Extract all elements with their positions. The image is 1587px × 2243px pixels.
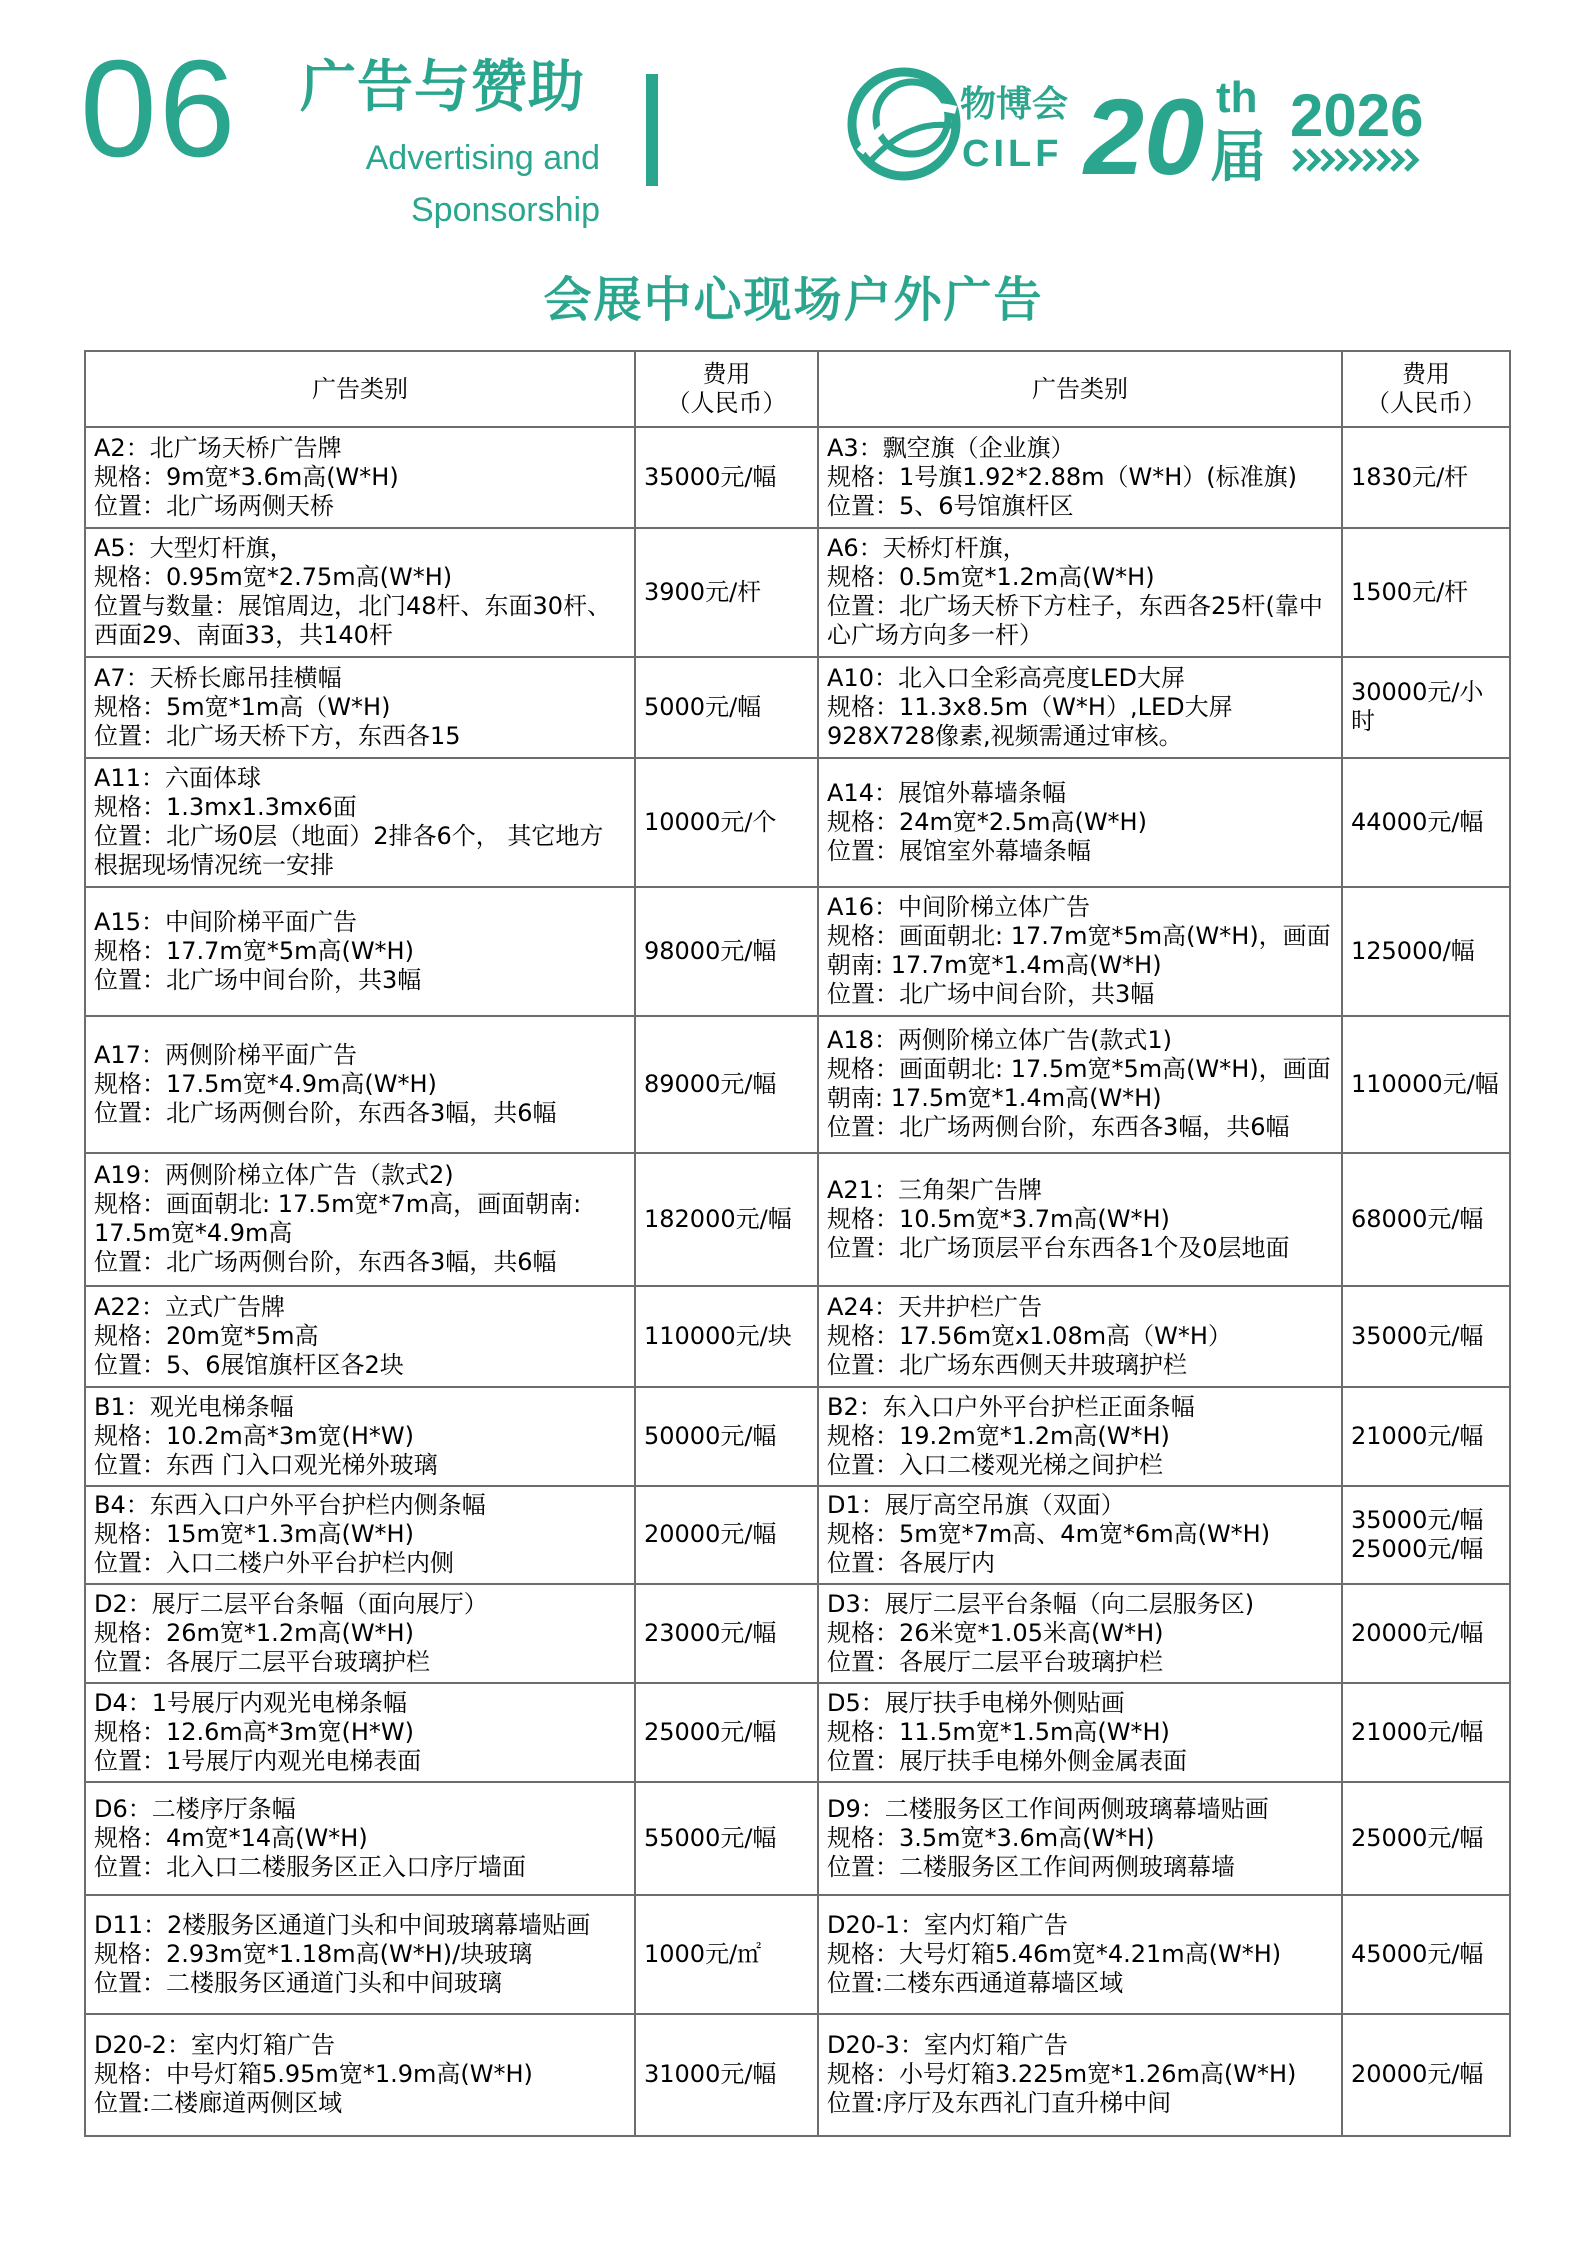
table-row (85, 1387, 1510, 1486)
ad-item-detail: 规格：15m宽*1.3m高(W*H) (94, 1520, 414, 1549)
ad-item-detail: 位置：北入口二楼服务区正入口序厅墙面 (94, 1852, 526, 1881)
ad-category-cell (85, 1584, 635, 1683)
table-row (85, 1782, 1510, 1895)
ad-item-detail: 规格：10.2m高*3m宽(H*W) (94, 1421, 414, 1450)
ad-fee-cell: 44000元/幅 (1342, 758, 1510, 887)
section-title-en-line1: Advertising and (365, 139, 600, 177)
table-row (85, 1286, 1510, 1387)
ad-item-detail: 位置：展厅扶手电梯外侧金属表面 (827, 1747, 1187, 1776)
ad-category-cell (818, 2014, 1342, 2136)
ad-item-name: A24：天井护栏广告 (827, 1292, 1042, 1321)
table-row (85, 528, 1510, 657)
ad-fee-cell: 5000元/幅 (635, 657, 818, 758)
header-fee-unit: （人民币） (1366, 389, 1486, 417)
ad-item-detail: 位置：北广场0层（地面）2排各6个， 其它地方根据现场情况统一安排 (94, 822, 604, 880)
header-fee-unit: （人民币） (666, 389, 787, 417)
ad-item-detail: 规格：画面朝北: 17.7m宽*5m高(W*H)，画面朝南: 17.7m宽*1.4m高(W*H) (827, 922, 1331, 980)
ad-item-name: A6：天桥灯杆旗， (827, 534, 1027, 563)
ad-category-cell (818, 1683, 1342, 1782)
ad-item-detail: 规格：1号旗1.92*2.88m（W*H）(标准旗) (827, 462, 1298, 491)
ad-category-cell (85, 758, 635, 887)
ad-category-cell (85, 1895, 635, 2014)
ad-item-name: D11：2楼服务区通道门头和中间玻璃幕墙贴画 (94, 1910, 591, 1939)
ad-item-detail: 位置：展馆室外幕墙条幅 (827, 836, 1091, 865)
ad-fee-cell: 1000元/㎡ (635, 1895, 818, 2014)
table-row (85, 1683, 1510, 1782)
ad-item-detail: 规格：5m宽*7m高、4m宽*6m高(W*H) (827, 1520, 1271, 1549)
ad-item-detail: 位置：北广场顶层平台东西各1个及0层地面 (827, 1233, 1290, 1262)
ad-item-name: D2：展厅二层平台条幅（面向展厅） (94, 1590, 488, 1619)
ad-fee-cell: 45000元/幅 (1342, 1895, 1510, 2014)
ad-item-detail: 规格：0.5m宽*1.2m高(W*H) (827, 563, 1155, 592)
ad-item-name: A17：两侧阶梯平面广告 (94, 1040, 357, 1069)
ad-fee-cell: 55000元/幅 (635, 1782, 818, 1895)
ad-item-detail: 规格：大号灯箱5.46m宽*4.21m高(W*H) (827, 1939, 1282, 1968)
ad-item-detail: 规格：2.93m宽*1.18m高(W*H)/块玻璃 (94, 1939, 533, 1968)
ad-fee-cell: 25000元/幅 (635, 1683, 818, 1782)
table-row (85, 1895, 1510, 2014)
ad-fee-cell: 1830元/杆 (1342, 427, 1510, 528)
ad-item-detail: 规格：11.5m宽*1.5m高(W*H) (827, 1718, 1170, 1747)
header-fee-label: 费用 (1402, 360, 1450, 388)
ad-fee-cell: 20000元/幅 (635, 1486, 818, 1585)
ad-item-detail: 位置：各展厅内 (827, 1549, 995, 1578)
ad-item-detail: 位置：东西 门入口观光梯外玻璃 (94, 1450, 438, 1479)
ad-item-name: A3：飘空旗（企业旗） (827, 433, 1075, 462)
section-title-en (300, 132, 600, 236)
ad-item-detail: 位置：北广场两侧台阶，东西各3幅，共6幅 (94, 1248, 557, 1277)
ad-item-name: D1：展厅高空吊旗（双面） (827, 1491, 1125, 1520)
ad-item-detail: 位置:序厅及东西礼门直升梯中间 (827, 2089, 1172, 2118)
ad-fee-cell: 1500元/杆 (1342, 528, 1510, 657)
ad-item-detail: 位置：北广场天桥下方，东西各15 (94, 721, 461, 750)
ad-fee-cell: 25000元/幅 (1342, 1782, 1510, 1895)
ad-fee-cell: 89000元/幅 (635, 1016, 818, 1153)
ad-fee-cell: 30000元/小时 (1342, 657, 1510, 758)
ad-item-detail: 规格：中号灯箱5.95m宽*1.9m高(W*H) (94, 2060, 533, 2089)
ad-fee-cell: 31000元/幅 (635, 2014, 818, 2136)
table-row (85, 657, 1510, 758)
edition-suffix: th (1216, 73, 1258, 122)
ad-item-detail: 位置：各展厅二层平台玻璃护栏 (827, 1648, 1163, 1677)
ad-item-detail: 位置:二楼廊道两侧区域 (94, 2089, 343, 2118)
ad-item-detail: 规格：4m宽*14高(W*H) (94, 1823, 368, 1852)
ad-item-detail: 规格：5m宽*1m高（W*H) (94, 692, 391, 721)
ad-category-cell (818, 887, 1342, 1016)
ad-item-detail: 规格：17.5m宽*4.9m高(W*H) (94, 1069, 437, 1098)
ad-item-detail: 规格：9m宽*3.6m高(W*H) (94, 462, 399, 491)
ad-item-name: D20-1：室内灯箱广告 (827, 1910, 1068, 1939)
ad-category-cell (85, 427, 635, 528)
ad-item-detail: 规格：0.95m宽*2.75m高(W*H) (94, 563, 453, 592)
ad-item-detail: 规格：小号灯箱3.225m宽*1.26m高(W*H) (827, 2060, 1297, 2089)
ad-item-name: A21：三角架广告牌 (827, 1175, 1042, 1204)
ad-item-detail: 规格：26m宽*1.2m高(W*H) (94, 1619, 414, 1648)
ad-category-cell (818, 1584, 1342, 1683)
ad-item-name: A2：北广场天桥广告牌 (94, 433, 342, 462)
ad-category-cell (818, 1895, 1342, 2014)
ad-category-cell (818, 1016, 1342, 1153)
ad-item-detail: 规格：17.56m宽x1.08m高（W*H） (827, 1321, 1232, 1350)
ad-category-cell (85, 1153, 635, 1286)
ad-item-name: D20-3：室内灯箱广告 (827, 2031, 1068, 2060)
ad-category-cell (818, 427, 1342, 528)
ad-fee-cell: 20000元/幅 (1342, 2014, 1510, 2136)
ad-category-cell (85, 1683, 635, 1782)
ad-item-name: A5：大型灯杆旗， (94, 534, 294, 563)
header-fee-left (635, 351, 818, 427)
ad-item-detail: 规格：24m宽*2.5m高(W*H) (827, 807, 1147, 836)
ad-fee-cell: 125000/幅 (1342, 887, 1510, 1016)
ad-category-cell (85, 657, 635, 758)
ad-category-cell (818, 1153, 1342, 1286)
header-fee-label: 费用 (702, 360, 751, 388)
ad-item-detail: 位置：北广场东西侧天井玻璃护栏 (827, 1350, 1187, 1379)
ad-category-cell (818, 528, 1342, 657)
cilf-logo-emblem (838, 56, 1478, 194)
ad-category-cell (818, 1387, 1342, 1486)
ad-fee-cell: 50000元/幅 (635, 1387, 818, 1486)
ad-category-cell (818, 1782, 1342, 1895)
ad-category-cell (85, 1286, 635, 1387)
edition-cn: 届 (1210, 125, 1266, 190)
ad-category-cell (818, 1486, 1342, 1585)
ad-fee-cell: 23000元/幅 (635, 1584, 818, 1683)
table-row (85, 427, 1510, 528)
ad-item-name: B4：东西入口户外平台护栏内侧条幅 (94, 1491, 486, 1520)
ad-item-detail: 位置：入口二楼观光梯之间护栏 (827, 1450, 1163, 1479)
ad-item-detail: 位置：二楼服务区通道门头和中间玻璃 (94, 1968, 502, 1997)
ad-fee-cell: 3900元/杆 (635, 528, 818, 657)
ad-item-detail: 位置:二楼东西通道幕墙区域 (827, 1968, 1124, 1997)
ad-item-detail: 规格：1.3mx1.3mx6面 (94, 793, 357, 822)
ad-item-detail: 位置：1号展厅内观光电梯表面 (94, 1747, 422, 1776)
edition-number: 20 (1084, 76, 1205, 194)
ad-fee-cell: 20000元/幅 (1342, 1584, 1510, 1683)
ad-fee-cell: 98000元/幅 (635, 887, 818, 1016)
ad-item-detail: 规格：19.2m宽*1.2m高(W*H) (827, 1421, 1170, 1450)
cilf-logo-en-text: CILF (962, 133, 1063, 175)
page-title: 会展中心现场户外广告 (543, 272, 1044, 328)
table-row (85, 1486, 1510, 1585)
cilf-logo-cn-text: 物博会 (960, 84, 1069, 125)
ad-item-detail: 位置：入口二楼户外平台护栏内侧 (94, 1549, 454, 1578)
ad-item-detail: 位置：5、6号馆旗杆区 (827, 491, 1074, 520)
ad-item-detail: 位置：北广场两侧台阶，东西各3幅，共6幅 (827, 1113, 1290, 1142)
table-row (85, 1584, 1510, 1683)
logo-year: 2026 (1290, 82, 1424, 149)
table-row (85, 2014, 1510, 2136)
ad-category-cell (85, 1387, 635, 1486)
section-number: 06 (80, 32, 238, 186)
ad-item-detail: 位置：北广场两侧天桥 (94, 491, 334, 520)
table-row (85, 1016, 1510, 1153)
ad-item-name: A15：中间阶梯平面广告 (94, 907, 357, 936)
ad-fee-cell: 10000元/个 (635, 758, 818, 887)
section-title-en-line2: Sponsorship (410, 191, 600, 229)
table-row (85, 758, 1510, 887)
ad-fee-cell: 182000元/幅 (635, 1153, 818, 1286)
ad-fee-cell: 110000元/幅 (1342, 1016, 1510, 1153)
ad-fee-cell: 68000元/幅 (1342, 1153, 1510, 1286)
ad-item-name: A14：展馆外幕墙条幅 (827, 778, 1066, 807)
ad-item-name: A7：天桥长廊吊挂横幅 (94, 663, 342, 692)
ad-item-detail: 规格：26米宽*1.05米高(W*H) (827, 1619, 1164, 1648)
ad-item-detail: 规格：17.7m宽*5m高(W*H) (94, 936, 414, 965)
ad-item-name: B1：观光电梯条幅 (94, 1392, 294, 1421)
outdoor-ad-table (84, 350, 1511, 2137)
ad-fee-cell: 35000元/幅 (1342, 1286, 1510, 1387)
ad-item-name: A10：北入口全彩高亮度LED大屏 (827, 663, 1185, 692)
ad-category-cell (85, 1782, 635, 1895)
header-category-left: 广告类别 (85, 351, 635, 427)
ad-category-cell (85, 528, 635, 657)
ad-item-name: A16：中间阶梯立体广告 (827, 893, 1090, 922)
ad-item-detail: 位置：北广场天桥下方柱子，东西各25杆(靠中心广场方向多一杆） (827, 592, 1323, 650)
header-divider (646, 74, 658, 186)
ad-item-name: B2：东入口户外平台护栏正面条幅 (827, 1392, 1195, 1421)
ad-fee-cell: 21000元/幅 (1342, 1683, 1510, 1782)
ad-category-cell (818, 758, 1342, 887)
ad-item-detail: 位置：5、6展馆旗杆区各2块 (94, 1350, 404, 1379)
ad-fee-cell: 21000元/幅 (1342, 1387, 1510, 1486)
ad-item-name: D20-2：室内灯箱广告 (94, 2031, 335, 2060)
ad-category-cell (818, 1286, 1342, 1387)
ad-item-detail: 位置：北广场中间台阶，共3幅 (827, 980, 1155, 1009)
header-category-right: 广告类别 (818, 351, 1342, 427)
ad-fee-cell: 35000元/幅 25000元/幅 (1342, 1486, 1510, 1585)
chevron-stripes-icon (1294, 150, 1416, 170)
ad-category-cell (85, 887, 635, 1016)
ad-item-detail: 位置：二楼服务区工作间两侧玻璃幕墙 (827, 1852, 1235, 1881)
ad-item-detail: 规格：3.5m宽*3.6m高(W*H) (827, 1823, 1155, 1852)
ad-item-detail: 位置：北广场两侧台阶，东西各3幅，共6幅 (94, 1098, 557, 1127)
ad-category-cell (85, 2014, 635, 2136)
ad-item-detail: 位置：各展厅二层平台玻璃护栏 (94, 1648, 430, 1677)
ad-item-name: A18：两侧阶梯立体广告(款式1) (827, 1026, 1172, 1055)
ad-item-name: D6：二楼序厅条幅 (94, 1794, 296, 1823)
ad-category-cell (85, 1486, 635, 1585)
ad-item-name: D9：二楼服务区工作间两侧玻璃幕墙贴画 (827, 1794, 1269, 1823)
ad-item-detail: 规格：10.5m宽*3.7m高(W*H) (827, 1204, 1170, 1233)
ad-item-detail: 规格：画面朝北: 17.5m宽*5m高(W*H)，画面朝南: 17.5m宽*1.4m高(W*H) (827, 1055, 1331, 1113)
ad-item-name: D4：1号展厅内观光电梯条幅 (94, 1689, 408, 1718)
ad-item-detail: 位置：北广场中间台阶，共3幅 (94, 965, 422, 994)
ad-item-detail: 规格：12.6m高*3m宽(H*W) (94, 1718, 414, 1747)
header-fee-right (1342, 351, 1510, 427)
ad-item-name: D3：展厅二层平台条幅（向二层服务区) (827, 1590, 1255, 1619)
table-header-row (85, 351, 1510, 427)
ad-item-name: D5：展厅扶手电梯外侧贴画 (827, 1689, 1125, 1718)
ad-item-detail: 位置与数量：展馆周边，北门48杆、东面30杆、西面29、南面33，共140杆 (94, 592, 612, 650)
ad-category-cell (85, 1016, 635, 1153)
cilf-logo (838, 56, 1478, 194)
ad-fee-cell: 35000元/幅 (635, 427, 818, 528)
table-row (85, 887, 1510, 1016)
ad-item-name: A11：六面体球 (94, 764, 261, 793)
section-title-cn: 广告与赞助 (300, 55, 585, 120)
ad-category-cell (818, 657, 1342, 758)
ad-item-name: A19：两侧阶梯立体广告（款式2) (94, 1161, 454, 1190)
ad-item-detail: 规格：20m宽*5m高 (94, 1321, 319, 1350)
ad-item-detail: 规格：11.3x8.5m（W*H）,LED大屏928X728像素,视频需通过审核。 (827, 692, 1233, 750)
table-row (85, 1153, 1510, 1286)
ad-item-detail: 规格：画面朝北: 17.5m宽*7m高，画面朝南: 17.5m宽*4.9m高 (94, 1190, 582, 1248)
ad-fee-cell: 110000元/块 (635, 1286, 818, 1387)
ad-item-name: A22：立式广告牌 (94, 1292, 285, 1321)
